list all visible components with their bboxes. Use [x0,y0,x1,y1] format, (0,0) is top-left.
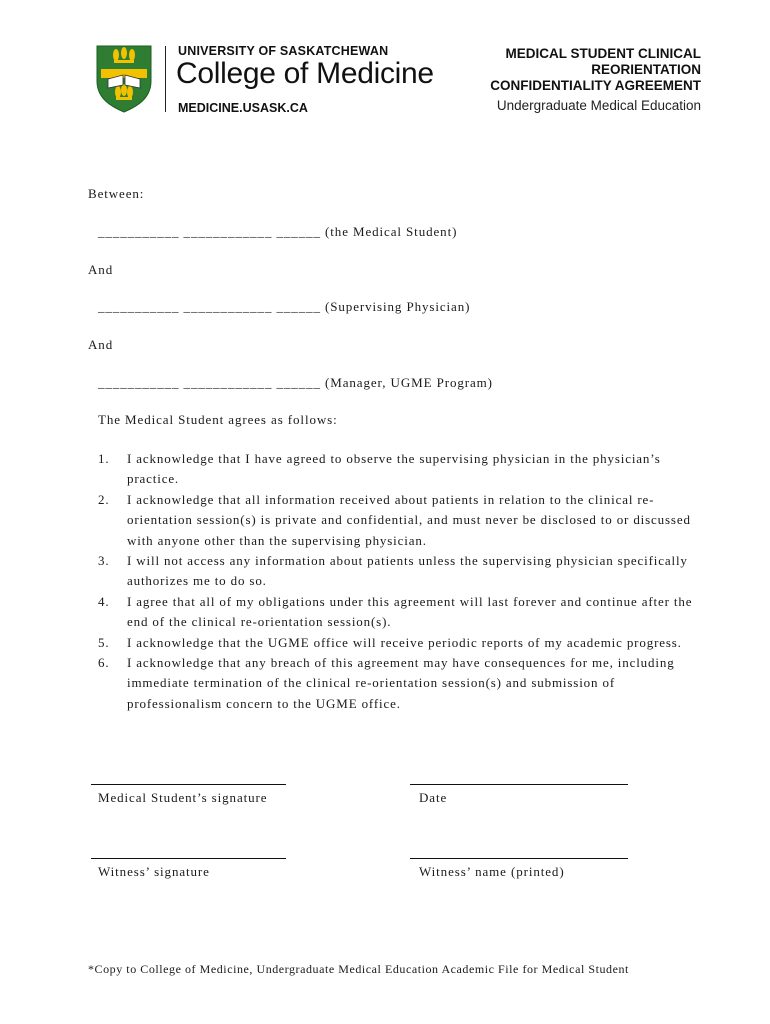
list-item [98,490,698,551]
item-text: I acknowledge that any breach of this agreement may have consequences for me, including immediate termination of the clinical re-orientation session(s) and submission of professionalism concern to the UGME office. [127,655,675,711]
student-signature-label: Medical Student’s signature [98,790,268,805]
agreement-list [98,449,698,714]
student-signature-line[interactable] [91,784,286,785]
usask-crest-icon [96,45,152,113]
item-text: I acknowledge that I have agreed to observe the supervising physician in the physician’s practice. [127,451,661,487]
document-title-block [490,46,701,113]
title-line: CONFIDENTIALITY AGREEMENT [490,78,701,93]
college-name: College of Medicine [176,57,434,90]
item-number: 3. [98,553,110,569]
agreement-intro: The Medical Student agrees as follows: [98,412,338,427]
university-name: UNIVERSITY OF SASKATCHEWAN [178,44,389,58]
footer-note: *Copy to College of Medicine, Undergraduate Medical Education Academic File for Medical Student [88,962,629,976]
list-item [98,592,698,633]
date-label: Date [419,790,448,805]
document-subtitle: Undergraduate Medical Education [496,98,701,113]
list-item [98,449,698,490]
item-number: 6. [98,655,110,671]
and-label: And [88,262,114,277]
item-number: 1. [98,451,110,466]
witness-signature-line[interactable] [91,858,286,859]
witness-signature-label: Witness’ signature [98,864,210,879]
item-number: 5. [98,634,110,650]
list-item [98,551,698,592]
title-line: MEDICAL STUDENT CLINICAL [505,46,701,61]
header-divider [165,46,166,112]
item-text: I agree that all of my obligations under this agreement will last forever and continue after the end of the clinical re-orientation session(s). [127,593,693,630]
between-label: Between: [88,186,145,201]
list-item [98,633,698,653]
item-text: I acknowledge that the UGME office will receive periodic reports of my academic progress. [127,634,682,650]
item-number: 4. [98,593,110,609]
manager-party-line: ___________ ____________ ______ (Manager, UGME Program) [98,375,493,390]
student-party-line: ___________ ____________ ______ (the Medical Student) [98,224,458,239]
and-label: And [88,337,114,352]
list-item [98,653,698,714]
website-link[interactable]: MEDICINE.USASK.CA [178,101,308,115]
physician-party-line: ___________ ____________ ______ (Supervising Physician) [98,299,471,314]
item-text: I acknowledge that all information received about patients in relation to the clinical re-orientation session(s) is private and confidential, and must never be disclosed to or discussed with anyone other than the supervising physician. [127,491,691,548]
witness-name-label: Witness’ name (printed) [419,864,565,879]
item-text: I will not access any information about patients unless the supervising physician specifically authorizes me to do so. [127,553,688,589]
item-number: 2. [98,491,110,507]
witness-name-line[interactable] [410,858,628,859]
date-line[interactable] [410,784,628,785]
title-line: REORIENTATION [591,62,701,77]
